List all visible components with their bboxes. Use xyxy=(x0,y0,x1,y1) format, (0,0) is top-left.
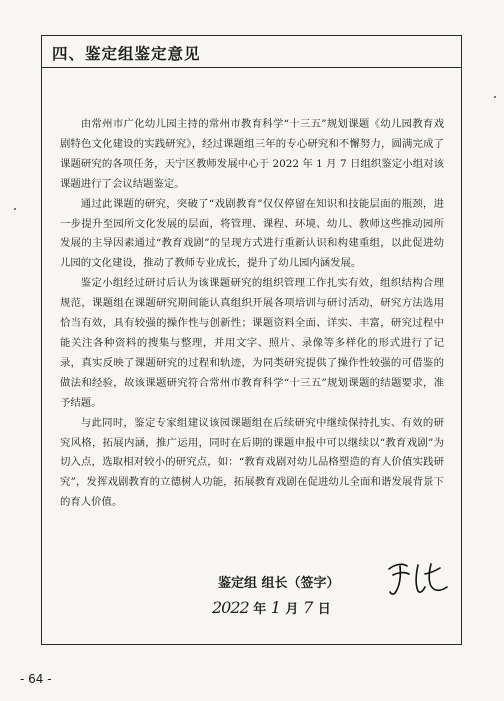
signature-label: 鉴定组 组长（签字） xyxy=(218,576,340,591)
scan-dot xyxy=(14,208,16,210)
paragraph-2: 通过此课题的研究，突破了“戏剧教育”仅仅停留在知识和技能层面的瓶颈，进一步提升至园所文化发展的层面，将管理、课程、环境、幼儿、教师这些推动园所发展的主导因素通过“教育戏剧”的呈现方式进行重新认识和构建重组，以此促进幼儿园的文化建设，推动了教师专业成长，提升了幼儿园内涵发展。 xyxy=(60,197,444,270)
date-line xyxy=(212,598,331,617)
opinion-box xyxy=(41,35,462,645)
paragraph-4: 与此同时，鉴定专家组建议该园课题组在后续研究中继续保持扎实、有效的研究风格，拓展内涵，推广运用，同时在后期的课题申报中可以继续以“教育戏剧”为切入点，选取相对较小的研究点，如：“教育戏剧对幼儿品格塑造的育人价值实践研究”，发挥戏剧教育的立德树人功能，拓展教育戏剧在促进幼儿全面和谐发展背景下的育人价值。 xyxy=(60,416,444,509)
opinion-body xyxy=(60,115,444,513)
page-number: - 64 - xyxy=(20,672,52,686)
paragraph-1: 由常州市广化幼儿园主持的常州市教育科学“十三五”规划课题《幼儿园教育戏剧特色文化建设的实践研究》，经过课题组三年的专心研究和不懈努力，圆满完成了课题研究的各项任务，天宁区教师发展中心于 2022 年 1 月 7 日组织鉴定小组对该课题进行了会议结题鉴定。 xyxy=(60,118,444,190)
date-day: 7 xyxy=(303,598,314,617)
scan-dot xyxy=(494,96,496,98)
date-month: 1 xyxy=(270,598,281,617)
section-title: 四、鉴定组鉴定意见 xyxy=(52,45,201,63)
signature-line xyxy=(218,572,340,591)
handwritten-signature xyxy=(385,560,455,598)
date-year-unit: 年 xyxy=(253,602,267,617)
date-month-unit: 月 xyxy=(285,602,299,617)
paragraph-3: 鉴定小组经过研讨后认为该课题研究的组织管理工作扎实有效，组织结构合理规范，课题组在课题研究期间能认真组织开展各项培训与研讨活动，研究方法选用恰当有效，具有较强的操作性与创新性；课题资料全面、详实、丰富，研究过程中能关注各种资料的搜集与整理，并用文字、照片、录像等多样化的形式进行了记录，真实反映了课题研究的过程和轨迹，为同类研究提供了操作性较强的可借鉴的做法和经验，故该课题研究符合常州市教育科学“十三五”规划课题的结题要求，准予结题。 xyxy=(60,277,444,409)
date-year: 2022 xyxy=(212,598,249,617)
section-header xyxy=(42,36,461,68)
date-day-unit: 日 xyxy=(317,602,331,617)
